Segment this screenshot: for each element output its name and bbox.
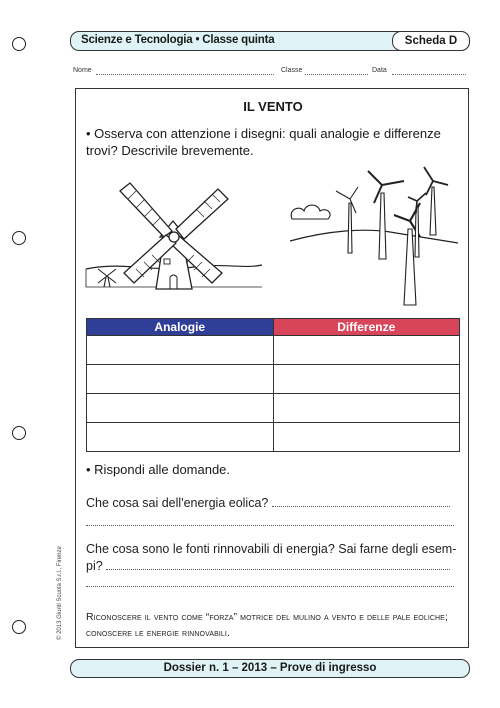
analogies-header: Analogie bbox=[87, 319, 274, 335]
analogies-differences-table bbox=[86, 318, 460, 452]
date-field[interactable] bbox=[392, 74, 466, 75]
answer-line[interactable] bbox=[106, 568, 450, 570]
question-2-cont-text: pi? bbox=[86, 559, 103, 573]
analogies-cell[interactable] bbox=[87, 423, 274, 451]
differences-header: Differenze bbox=[274, 319, 460, 335]
worksheet-tab: Scheda D bbox=[392, 31, 470, 51]
differences-cell[interactable] bbox=[274, 336, 460, 364]
name-label: Nome bbox=[73, 67, 92, 74]
binder-hole bbox=[12, 231, 26, 245]
page-title: IL VENTO bbox=[243, 99, 303, 114]
differences-cell[interactable] bbox=[274, 365, 460, 393]
wind-turbines-illustration bbox=[286, 157, 461, 307]
table-row bbox=[87, 364, 459, 393]
windmill-illustration bbox=[84, 169, 264, 301]
table-row bbox=[87, 422, 459, 451]
analogies-cell[interactable] bbox=[87, 394, 274, 422]
differences-cell[interactable] bbox=[274, 423, 460, 451]
binder-hole bbox=[12, 37, 26, 51]
question-1 bbox=[86, 494, 458, 513]
header-bar bbox=[70, 31, 470, 51]
question-2-continued bbox=[86, 557, 458, 576]
differences-cell[interactable] bbox=[274, 394, 460, 422]
analogies-cell[interactable] bbox=[87, 365, 274, 393]
copyright-note: © 2013 Giunti Scuola S.r.l., Firenze bbox=[57, 546, 63, 640]
date-label: Data bbox=[372, 67, 387, 74]
question-2-text: Che cosa sono le fonti rinnovabili di energia? Sai farne degli esem- bbox=[86, 542, 457, 556]
binder-hole bbox=[12, 620, 26, 634]
table-header bbox=[87, 319, 459, 335]
table-row bbox=[87, 393, 459, 422]
answer-line[interactable] bbox=[272, 505, 450, 507]
instruction-text: • Osserva con attenzione i disegni: quali analogie e differenze trovi? Descrivile brevemente. bbox=[86, 126, 441, 158]
class-field[interactable] bbox=[305, 74, 368, 75]
answer-line[interactable] bbox=[86, 525, 454, 526]
question-1-text: Che cosa sai dell'energia eolica? bbox=[86, 496, 269, 510]
subject-title: Scienze e Tecnologia • Classe quinta bbox=[81, 34, 275, 46]
questions-heading: • Rispondi alle domande. bbox=[86, 462, 231, 477]
learning-objective: Riconoscere il vento come “forza” motrice del mulino a vento e delle pale eoliche; conoscere le energie rinnovabili. bbox=[86, 611, 448, 639]
table-row bbox=[87, 335, 459, 364]
name-field[interactable] bbox=[96, 74, 274, 75]
binder-hole bbox=[12, 426, 26, 440]
class-label: Classe bbox=[281, 67, 303, 74]
footer-bar: Dossier n. 1 – 2013 – Prove di ingresso bbox=[70, 659, 470, 678]
analogies-cell[interactable] bbox=[87, 336, 274, 364]
answer-line[interactable] bbox=[86, 586, 454, 587]
worksheet-frame bbox=[75, 88, 469, 648]
